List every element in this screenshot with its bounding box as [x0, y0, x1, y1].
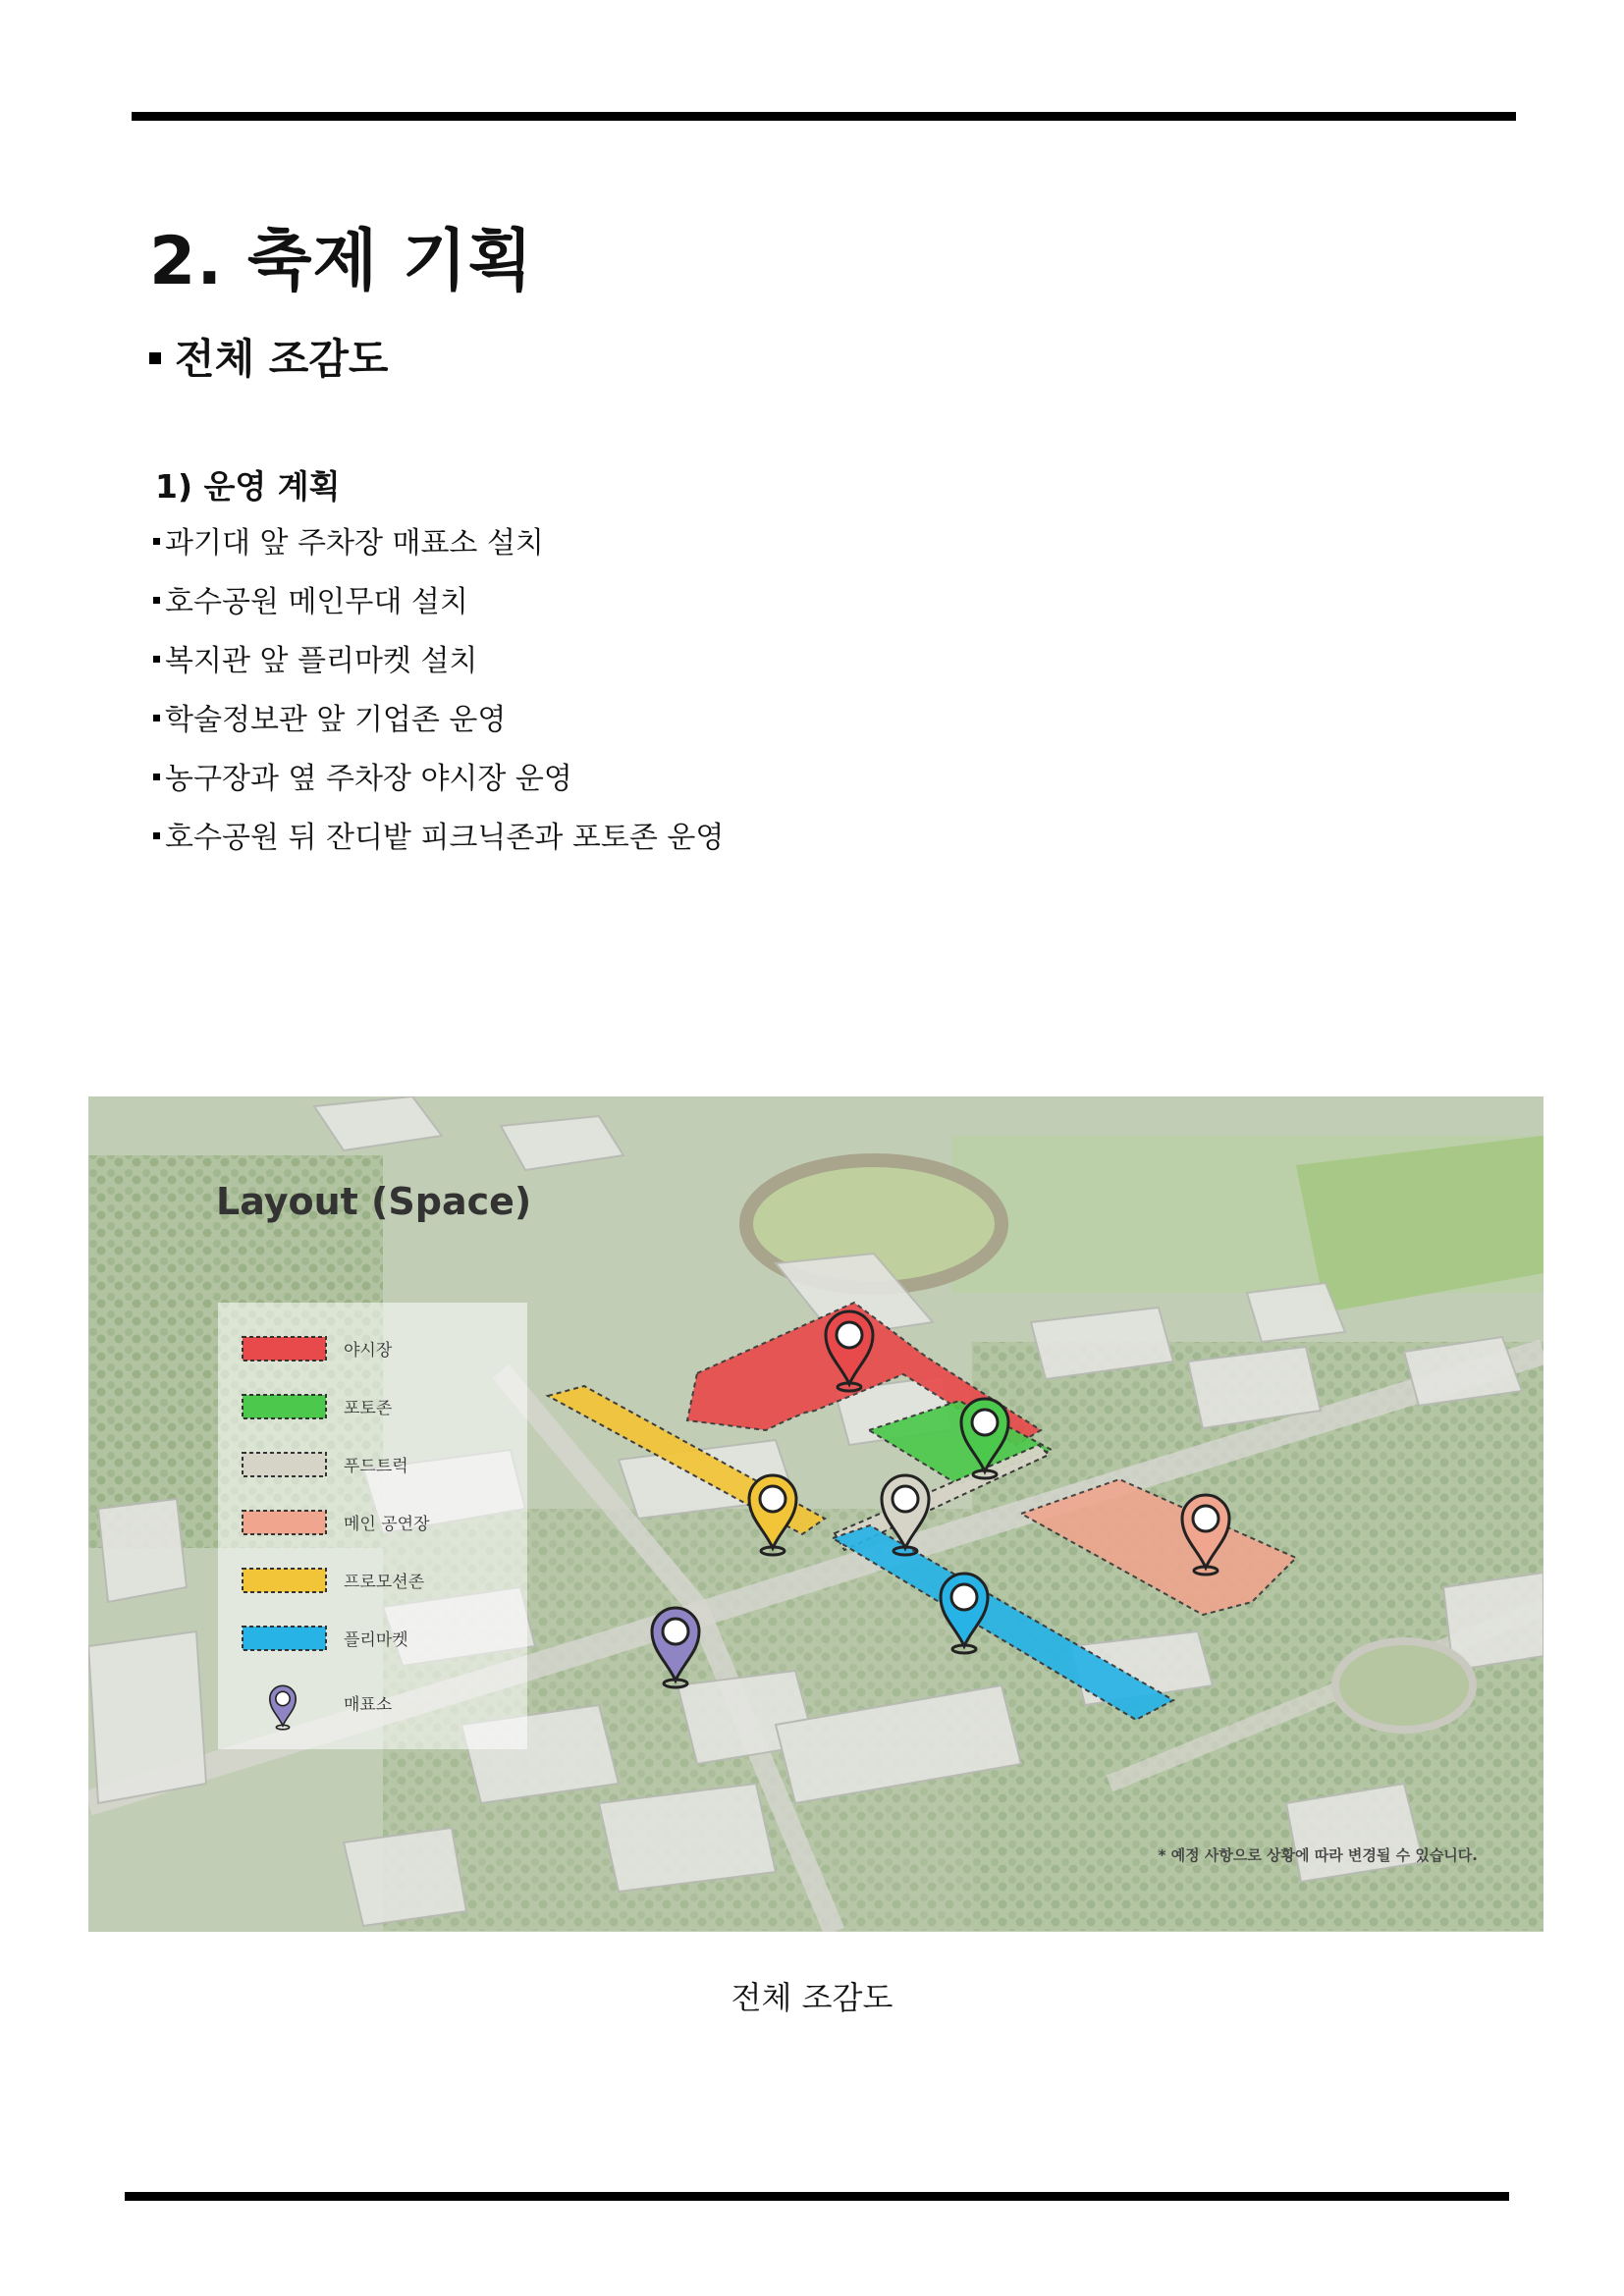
legend-swatch: [243, 1511, 326, 1534]
list-item: 학술정보관 앞 기업존 운영: [153, 697, 724, 756]
legend-swatch: [243, 1453, 326, 1476]
legend-label: 메인 공연장: [344, 1515, 430, 1534]
square-bullet-icon: [153, 774, 160, 780]
legend-label: 포토존: [344, 1399, 393, 1418]
legend-swatch: [243, 1569, 326, 1592]
legend-item: [243, 1337, 393, 1361]
legend-label: 푸드트럭: [344, 1457, 408, 1476]
figure-caption: 전체 조감도: [731, 1979, 893, 2016]
square-bullet-icon: [153, 597, 160, 604]
square-bullet-icon: [153, 715, 160, 721]
list-item: 과기대 앞 주차장 매표소 설치: [153, 520, 724, 579]
plan-list: [153, 520, 724, 874]
list-item: 복지관 앞 플리마켓 설치: [153, 638, 724, 697]
square-bullet-icon: [153, 656, 160, 663]
legend-label: 플리마켓: [344, 1630, 408, 1650]
legend-swatch: [243, 1337, 326, 1361]
bottom-rule: [125, 2192, 1509, 2201]
map-note: * 예정 사항으로 상황에 따라 변경될 수 있습니다.: [1158, 1846, 1478, 1864]
section-title: 2. 축제 기획: [149, 223, 534, 300]
map-svg: [88, 1096, 1543, 1932]
legend-item: [243, 1395, 393, 1418]
legend-swatch: [243, 1627, 326, 1650]
legend-swatch: [243, 1395, 326, 1418]
square-bullet-icon: [153, 538, 160, 545]
legend-label: 야시장: [344, 1341, 393, 1361]
subsection-title: [149, 327, 388, 386]
legend-item: [243, 1453, 408, 1476]
list-item: 호수공원 뒤 잔디밭 피크닉존과 포토존 운영: [153, 815, 724, 874]
map-title: Layout (Space): [216, 1180, 532, 1223]
square-bullet-icon: [149, 352, 161, 364]
list-item: 농구장과 옆 주차장 야시장 운영: [153, 756, 724, 815]
square-bullet-icon: [153, 832, 160, 839]
legend-item: [243, 1627, 408, 1650]
top-rule: [132, 112, 1516, 121]
plan-heading: 1) 운영 계획: [155, 467, 341, 506]
campus-aerial-map: [88, 1096, 1543, 1932]
subsection-title-text: 전체 조감도: [175, 335, 389, 383]
legend-label: 프로모션존: [344, 1573, 425, 1592]
list-item: 호수공원 메인무대 설치: [153, 579, 724, 638]
legend-label: 매표소: [344, 1695, 393, 1715]
